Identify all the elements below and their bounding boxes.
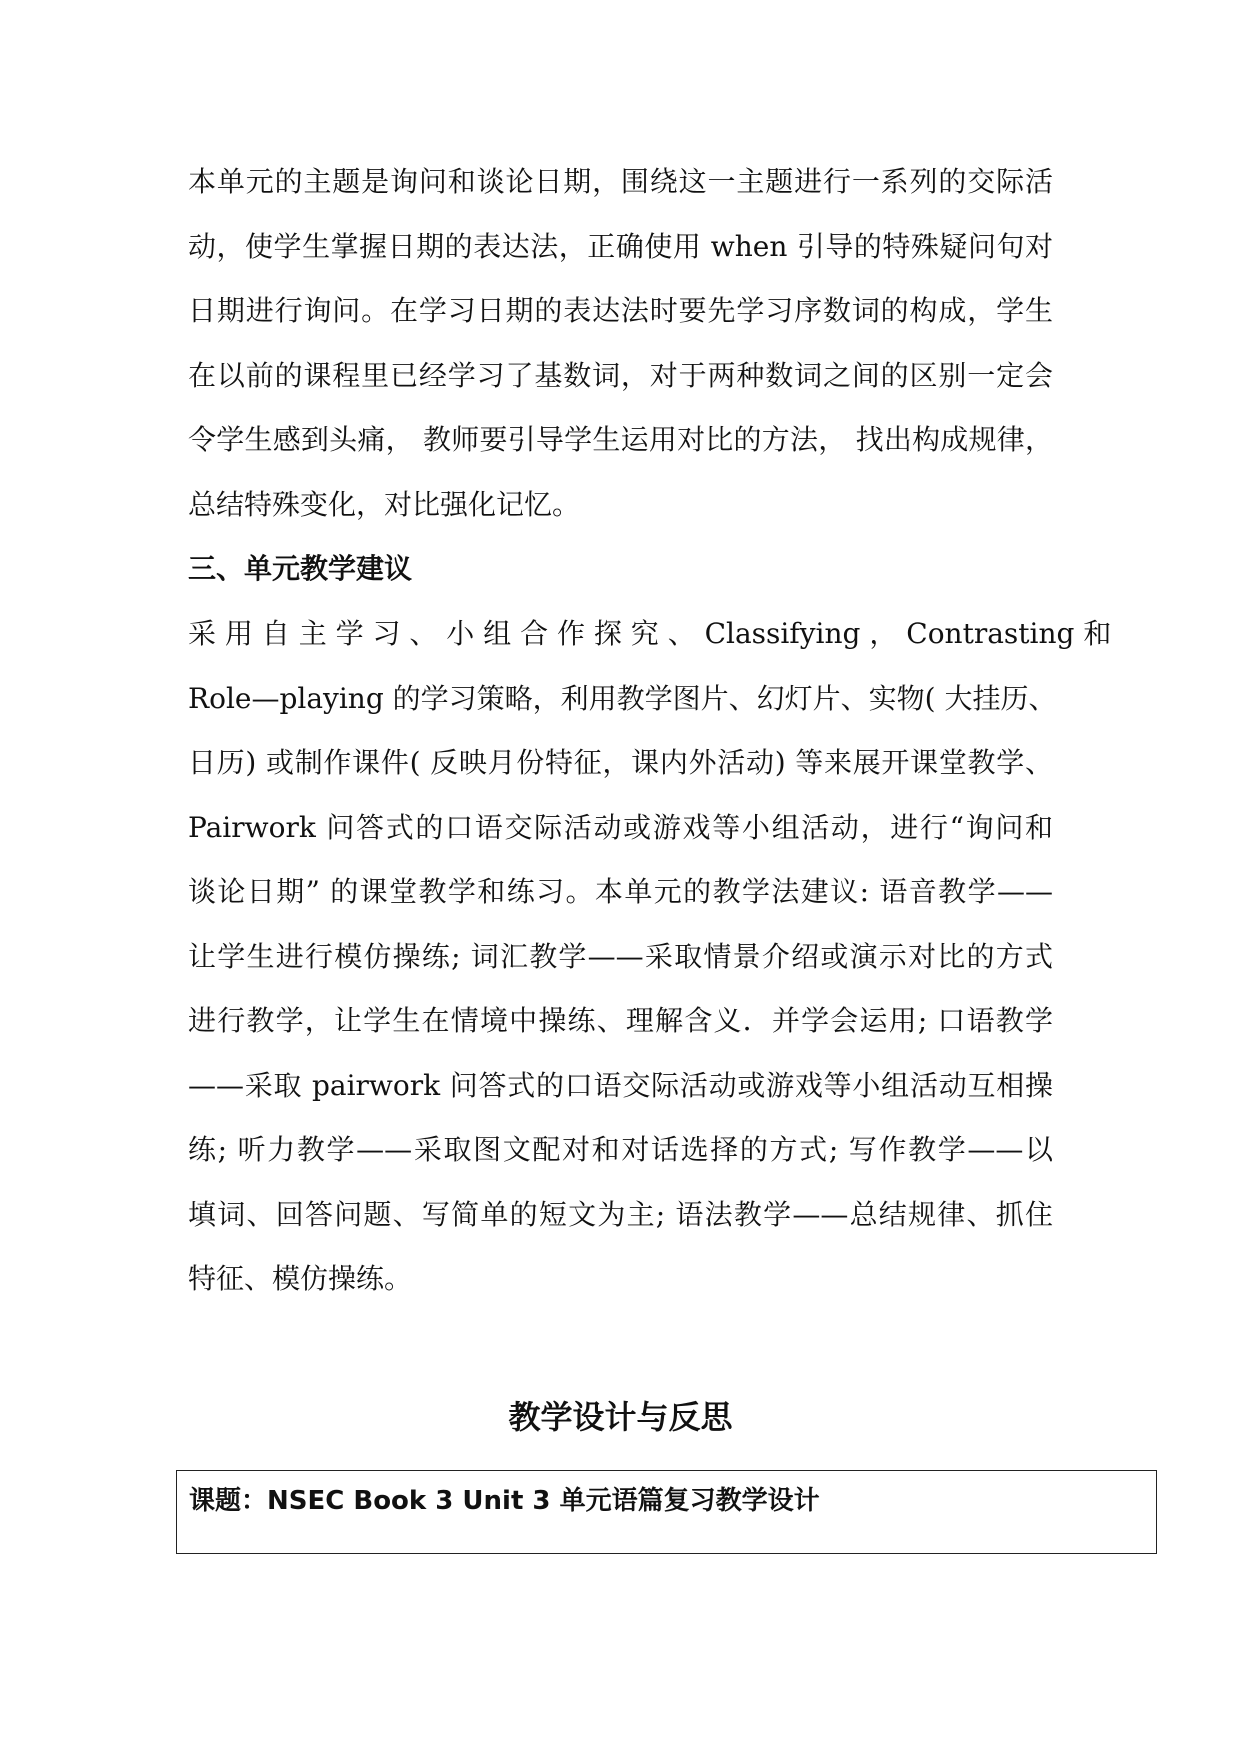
text-line: 谈论日期” 的课堂教学和练习。本单元的教学法建议: 语音教学—— [188,875,1053,908]
paragraph-unit-theme [188,150,1053,537]
topic-table-cell [176,1470,1157,1554]
text-line: 采 用 自 主 学 习 、 小 组 合 作 探 究 、 Classifying ， Contrasting 和 [188,617,1112,650]
text-line: ——采取 pairwork 问答式的口语交际活动或游戏等小组活动互相操 [188,1068,1053,1102]
text-line: Pairwork 问答式的口语交际活动或游戏等小组活动，进行“询问和 [188,810,1053,844]
text-line: 本单元的主题是询问和谈论日期，围绕这一主题进行一系列的交际活 [188,165,1053,198]
text-line: 练; 听力教学——采取图文配对和对话选择的方式; 写作教学——以 [188,1133,1053,1166]
text-line: 在以前的课程里已经学习了基数词，对于两种数词之间的区别一定会 [188,358,1053,392]
text-line: 日历) 或制作课件( 反映月份特征，课内外活动) 等来展开课堂教学、 [188,746,1053,779]
text-line: 总结特殊变化，对比强化记忆。 [188,487,581,521]
text-line: 日期进行询问。在学习日期的表达法时要先学习序数词的构成，学生 [188,294,1053,327]
lesson-topic: 课题：NSEC Book 3 Unit 3 单元语篇复习教学设计 [189,1486,820,1516]
text-line: 填词、回答问题、写简单的短文为主; 语法教学——总结规律、抓住 [188,1197,1053,1231]
section-heading-teaching-suggestions: 三、单元教学建议 [188,552,413,585]
text-line: 进行教学，让学生在情境中操练、理解含义．并学会运用; 口语教学 [188,1004,1053,1037]
text-line: 动，使学生掌握日期的表达法，正确使用 when 引导的特殊疑问句对 [188,229,1053,263]
text-line: Role—playing 的学习策略，利用教学图片、幻灯片、实物( 大挂历、 [188,681,1057,715]
text-line: 让学生进行模仿操练; 词汇教学——采取情景介绍或演示对比的方式 [188,939,1053,973]
text-line: 特征、模仿操练。 [188,1262,413,1295]
paragraph-teaching-suggestions [188,602,1112,1312]
section-title-design-reflection: 教学设计与反思 [508,1398,733,1436]
text-line: 令学生感到头痛， 教师要引导学生运用对比的方法， 找出构成规律， [188,423,1053,456]
